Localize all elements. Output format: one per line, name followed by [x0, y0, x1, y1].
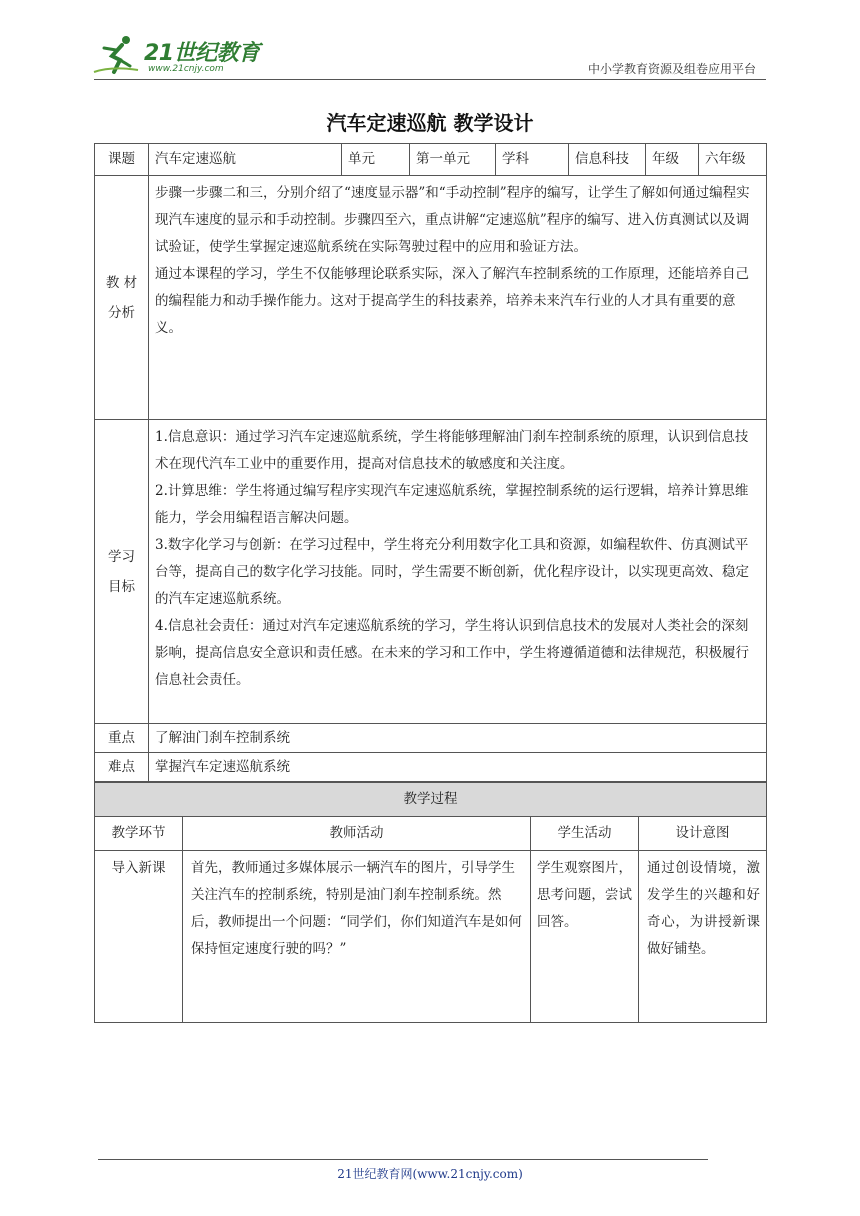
objectives-row: [95, 420, 767, 724]
objectives-label: 学习 目标: [95, 420, 149, 724]
header-stage: 教学环节: [95, 817, 183, 851]
student-activity-cell: 学生观察图片，思考问题，尝试回答。: [531, 851, 639, 1023]
process-title-row: [95, 783, 767, 817]
teacher-activity-cell: 首先，教师通过多媒体展示一辆汽车的图片，引导学生关注汽车的控制系统，特别是油门刹车控制系统。然后，教师提出一个问题：“同学们，你们知道汽车是如何保持恒定速度行驶的吗？”: [183, 851, 531, 1023]
key-point-label: 重点: [95, 724, 149, 753]
analysis-row: [95, 176, 767, 420]
difficulty-label: 难点: [95, 753, 149, 782]
process-title: 教学过程: [95, 783, 767, 817]
header-student: 学生活动: [531, 817, 639, 851]
stage-cell: 导入新课: [95, 851, 183, 1023]
footer-link[interactable]: 21世纪教育网(www.21cnjy.com): [337, 1167, 523, 1181]
page-header: [0, 0, 860, 90]
key-point-row: [95, 724, 767, 753]
grade-label: 年级: [646, 144, 699, 176]
design-intent-cell: 通过创设情境，激发学生的兴趣和好奇心，为讲授新课做好铺垫。: [639, 851, 767, 1023]
key-point-value: 了解油门刹车控制系统: [149, 724, 767, 753]
subject-value: 信息科技: [569, 144, 646, 176]
course-value: 汽车定速巡航: [149, 144, 342, 176]
header-divider: [94, 79, 766, 80]
platform-name: 中小学教育资源及组卷应用平台: [587, 62, 756, 76]
footer-divider: [98, 1159, 708, 1160]
objective-item: 1.信息意识：通过学习汽车定速巡航系统，学生将能够理解油门刹车控制系统的原理，认识到信息技术在现代汽车工业中的重要作用，提高对信息技术的敏感度和关注度。: [155, 429, 749, 472]
objectives-content: [149, 420, 767, 724]
objective-item: 3.数字化学习与创新：在学习过程中，学生将充分利用数字化工具和资源，如编程软件、仿真测试平台等，提高自己的数字化学习技能。同时，学生需要不断创新，优化程序设计，以实现更高效、稳定的汽车定速巡航系统。: [155, 537, 749, 607]
logo-text: 21世纪教育: [144, 41, 260, 66]
info-row: [95, 144, 767, 176]
objective-item: 2.计算思维：学生将通过编写程序实现汽车定速巡航系统，掌握控制系统的运行逻辑，培养计算思维能力，学会用编程语言解决问题。: [155, 483, 749, 526]
grade-value: 六年级: [699, 144, 767, 176]
course-label: 课题: [95, 144, 149, 176]
analysis-content: [149, 176, 767, 420]
difficulty-value: 掌握汽车定速巡航系统: [149, 753, 767, 782]
logo-url: www.21cnjy.com: [148, 64, 224, 74]
subject-label: 学科: [496, 144, 569, 176]
difficulty-row: [95, 753, 767, 782]
lesson-info-table: [94, 143, 767, 782]
header-teacher: 教师活动: [183, 817, 531, 851]
analysis-paragraph: 通过本课程的学习，学生不仅能够理论联系实际，深入了解汽车控制系统的工作原理，还能培养自己的编程能力和动手操作能力。这对于提高学生的科技素养，培养未来汽车行业的人才具有重要的意义。: [155, 266, 749, 336]
process-header-row: [95, 817, 767, 851]
objective-item: 4.信息社会责任：通过对汽车定速巡航系统的学习，学生将认识到信息技术的发展对人类社会的深刻影响，提高信息安全意识和责任感。在未来的学习和工作中，学生将遵循道德和法律规范，积极履行信息社会责任。: [155, 618, 749, 688]
unit-value: 第一单元: [410, 144, 496, 176]
document-title: 汽车定速巡航 教学设计: [326, 111, 534, 135]
runner-logo-icon: [92, 32, 142, 78]
analysis-label: 教 材 分析: [95, 176, 149, 420]
analysis-paragraph: 步骤一步骤二和三，分别介绍了“速度显示器”和“手动控制”程序的编写，让学生了解如何通过编程实现汽车速度的显示和手动控制。步骤四至六，重点讲解“定速巡航”程序的编写、进入仿真测试以及调试验证，使学生掌握定速巡航系统在实际驾驶过程中的应用和验证方法。: [155, 185, 750, 255]
process-row: [95, 851, 767, 1023]
teaching-process-table: [94, 782, 767, 1023]
header-intent: 设计意图: [639, 817, 767, 851]
logo: [92, 32, 272, 82]
unit-label: 单元: [342, 144, 410, 176]
